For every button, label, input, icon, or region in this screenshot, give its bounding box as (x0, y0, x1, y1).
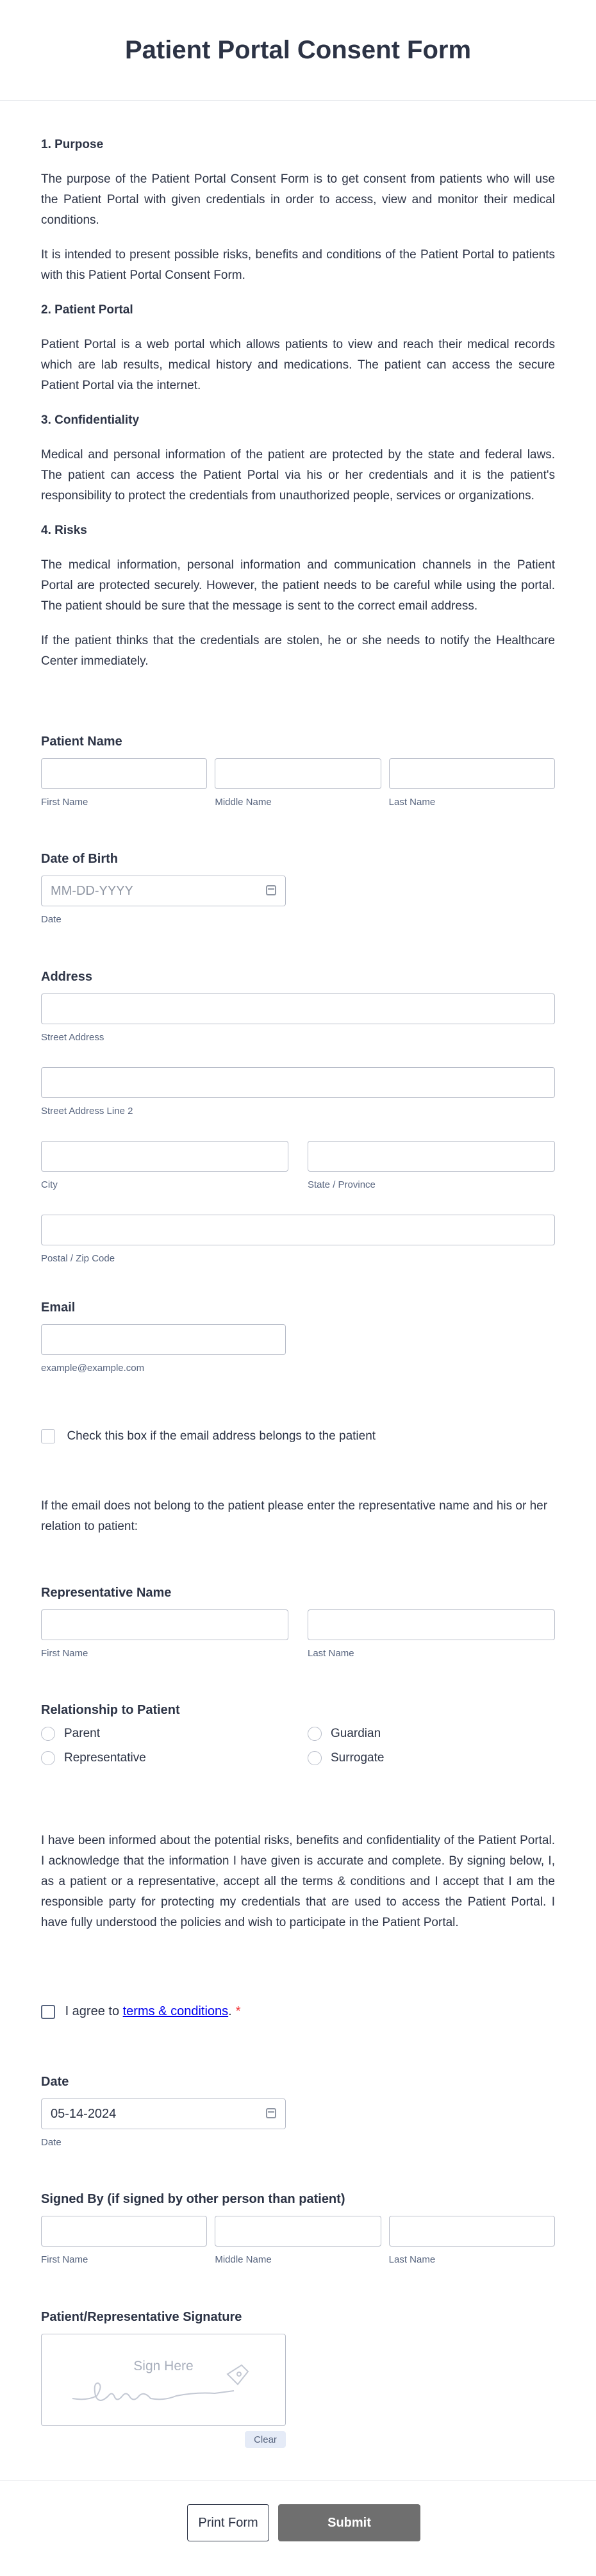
date-label: Date (41, 2075, 69, 2089)
agree-checkbox[interactable] (41, 2005, 55, 2019)
patient-first-name-input[interactable] (41, 758, 207, 789)
agree-label-suffix: . (228, 2004, 232, 2019)
radio-label: Guardian (331, 1727, 381, 1740)
email-input[interactable] (41, 1324, 286, 1355)
city-sublabel: City (41, 1179, 58, 1190)
street-address-line2-sublabel: Street Address Line 2 (41, 1106, 133, 1117)
calendar-icon[interactable] (266, 2108, 276, 2118)
terms-paragraph: The purpose of the Patient Portal Consent Form is to get consent from patients who will use the Patient Portal with given credentials in order to access, view and monitor their medical conditions. (41, 172, 555, 227)
terms-heading-portal: 2. Patient Portal (41, 303, 133, 317)
date-value: 05-14-2024 (51, 2106, 117, 2121)
radio-label: Parent (64, 1727, 100, 1740)
submit-button[interactable]: Submit (278, 2504, 420, 2541)
radio-button[interactable] (41, 1751, 55, 1765)
signed-by-middle-name-input[interactable] (215, 2216, 381, 2247)
clear-signature-button[interactable]: Clear (245, 2431, 286, 2448)
email-field (41, 1300, 555, 1374)
dob-label: Date of Birth (41, 852, 118, 866)
address-field (41, 970, 555, 1264)
representative-name-label: Representative Name (41, 1586, 172, 1600)
relationship-field (41, 1703, 555, 1775)
signature-field (41, 2310, 555, 2464)
terms-conditions-link[interactable]: terms & conditions (122, 2004, 229, 2019)
state-input[interactable] (308, 1141, 555, 1172)
dob-input[interactable] (41, 876, 286, 906)
email-belongs-label: Check this box if the email address belongs to the patient (67, 1429, 376, 1443)
form-header (0, 0, 596, 101)
radio-option-surrogate[interactable] (308, 1751, 555, 1775)
patient-last-name-input[interactable] (389, 758, 555, 789)
terms-paragraph: The medical information, personal information and communication channels in the Patient Portal are protected securely. However, the patient needs to be careful while using the portal. The patient should be sure that the message is sent to the correct email address. (41, 558, 555, 613)
calendar-icon[interactable] (266, 885, 276, 895)
signed-by-field (41, 2192, 555, 2265)
representative-name-field (41, 1586, 555, 1659)
middle-name-sublabel: Middle Name (215, 797, 272, 808)
patient-name-label: Patient Name (41, 735, 122, 749)
sign-here-placeholder: Sign Here (133, 2359, 194, 2373)
email-belongs-checkbox[interactable] (41, 1429, 55, 1443)
patient-middle-name-input[interactable] (215, 758, 381, 789)
radio-button[interactable] (308, 1727, 322, 1741)
rep-last-name-input[interactable] (308, 1609, 555, 1640)
city-input[interactable] (41, 1141, 288, 1172)
print-form-button[interactable]: Print Form (187, 2504, 269, 2541)
radio-label: Surrogate (331, 1751, 385, 1765)
last-name-sublabel: Last Name (388, 2254, 436, 2265)
signed-by-label: Signed By (if signed by other person than patient) (41, 2192, 345, 2206)
terms-paragraph: It is intended to present possible risks, benefits and conditions of the Patient Portal to patients with this Patient Portal Consent Form. (41, 248, 555, 282)
street-address-sublabel: Street Address (41, 1032, 104, 1043)
signature-pen-icon (42, 2334, 286, 2427)
terms-paragraph: Patient Portal is a web portal which allows patients to view and reach their medical records which are lab results, medical history and medications. The patient can access the secure Patient Portal via the internet. (41, 338, 555, 392)
signed-by-first-name-input[interactable] (41, 2216, 207, 2247)
radio-label: Representative (64, 1751, 146, 1765)
address-label: Address (41, 970, 93, 984)
date-field (41, 2075, 555, 2148)
email-sublabel: example@example.com (41, 1363, 145, 1374)
zip-sublabel: Postal / Zip Code (41, 1253, 115, 1264)
representative-note: If the email does not belong to the patient please enter the representative name and his or her relation to patient: (41, 1499, 548, 1533)
terms-heading-confidentiality: 3. Confidentiality (41, 413, 140, 427)
street-address-line2-input[interactable] (41, 1067, 555, 1098)
email-belongs-checkbox-row[interactable] (41, 1429, 555, 1443)
relationship-label: Relationship to Patient (41, 1703, 180, 1717)
date-sublabel: Date (41, 2137, 62, 2148)
page-title: Patient Portal Consent Form (124, 35, 472, 64)
street-address-input[interactable] (41, 993, 555, 1024)
signature-pad[interactable] (41, 2334, 286, 2426)
first-name-sublabel: First Name (41, 1648, 88, 1659)
email-label: Email (41, 1300, 76, 1315)
agree-checkbox-row[interactable] (41, 2004, 555, 2019)
patient-name-field (41, 735, 555, 808)
signed-by-last-name-input[interactable] (389, 2216, 555, 2247)
dob-field (41, 852, 555, 925)
radio-button[interactable] (308, 1751, 322, 1765)
date-input[interactable] (41, 2098, 286, 2129)
last-name-sublabel: Last Name (388, 797, 436, 808)
terms-paragraph: If the patient thinks that the credentials are stolen, he or she needs to notify the Healthcare Center immediately. (41, 634, 555, 668)
first-name-sublabel: First Name (41, 2254, 88, 2265)
signature-label: Patient/Representative Signature (41, 2310, 242, 2324)
terms-heading-risks: 4. Risks (41, 524, 87, 537)
first-name-sublabel: First Name (41, 797, 88, 808)
zip-input[interactable] (41, 1215, 555, 1245)
terms-section (0, 101, 596, 672)
dob-sublabel: Date (41, 914, 62, 925)
agree-label-prefix: I agree to (65, 2004, 123, 2019)
last-name-sublabel: Last Name (308, 1648, 354, 1659)
form-footer (0, 2480, 596, 2576)
state-sublabel: State / Province (308, 1179, 376, 1190)
dob-placeholder: MM-DD-YYYY (51, 883, 133, 898)
radio-option-guardian[interactable] (308, 1727, 555, 1751)
radio-option-representative[interactable] (41, 1751, 288, 1775)
terms-heading-purpose: 1. Purpose (41, 138, 104, 151)
terms-paragraph: Medical and personal information of the patient are protected by the state and federal laws. The patient can access the Patient Portal via his or her credentials and it is the patient's responsibility to protect the credentials from unauthorized people, services or organizations. (41, 448, 555, 503)
acknowledgement-text: I have been informed about the potential risks, benefits and confidentiality of the Patient Portal. I acknowledge that the information I have given is accurate and complete. By signing below, I, as a patient or a representative, accept all the terms & conditions and I accept that I am the responsible party for protecting my credentials that are used to access the Patient Portal. I have fully understood the policies and wish to participate in the Patient Portal. (41, 1834, 555, 1929)
middle-name-sublabel: Middle Name (215, 2254, 272, 2265)
required-asterisk: * (235, 2004, 241, 2019)
rep-first-name-input[interactable] (41, 1609, 288, 1640)
radio-button[interactable] (41, 1727, 55, 1741)
radio-option-parent[interactable] (41, 1727, 288, 1751)
